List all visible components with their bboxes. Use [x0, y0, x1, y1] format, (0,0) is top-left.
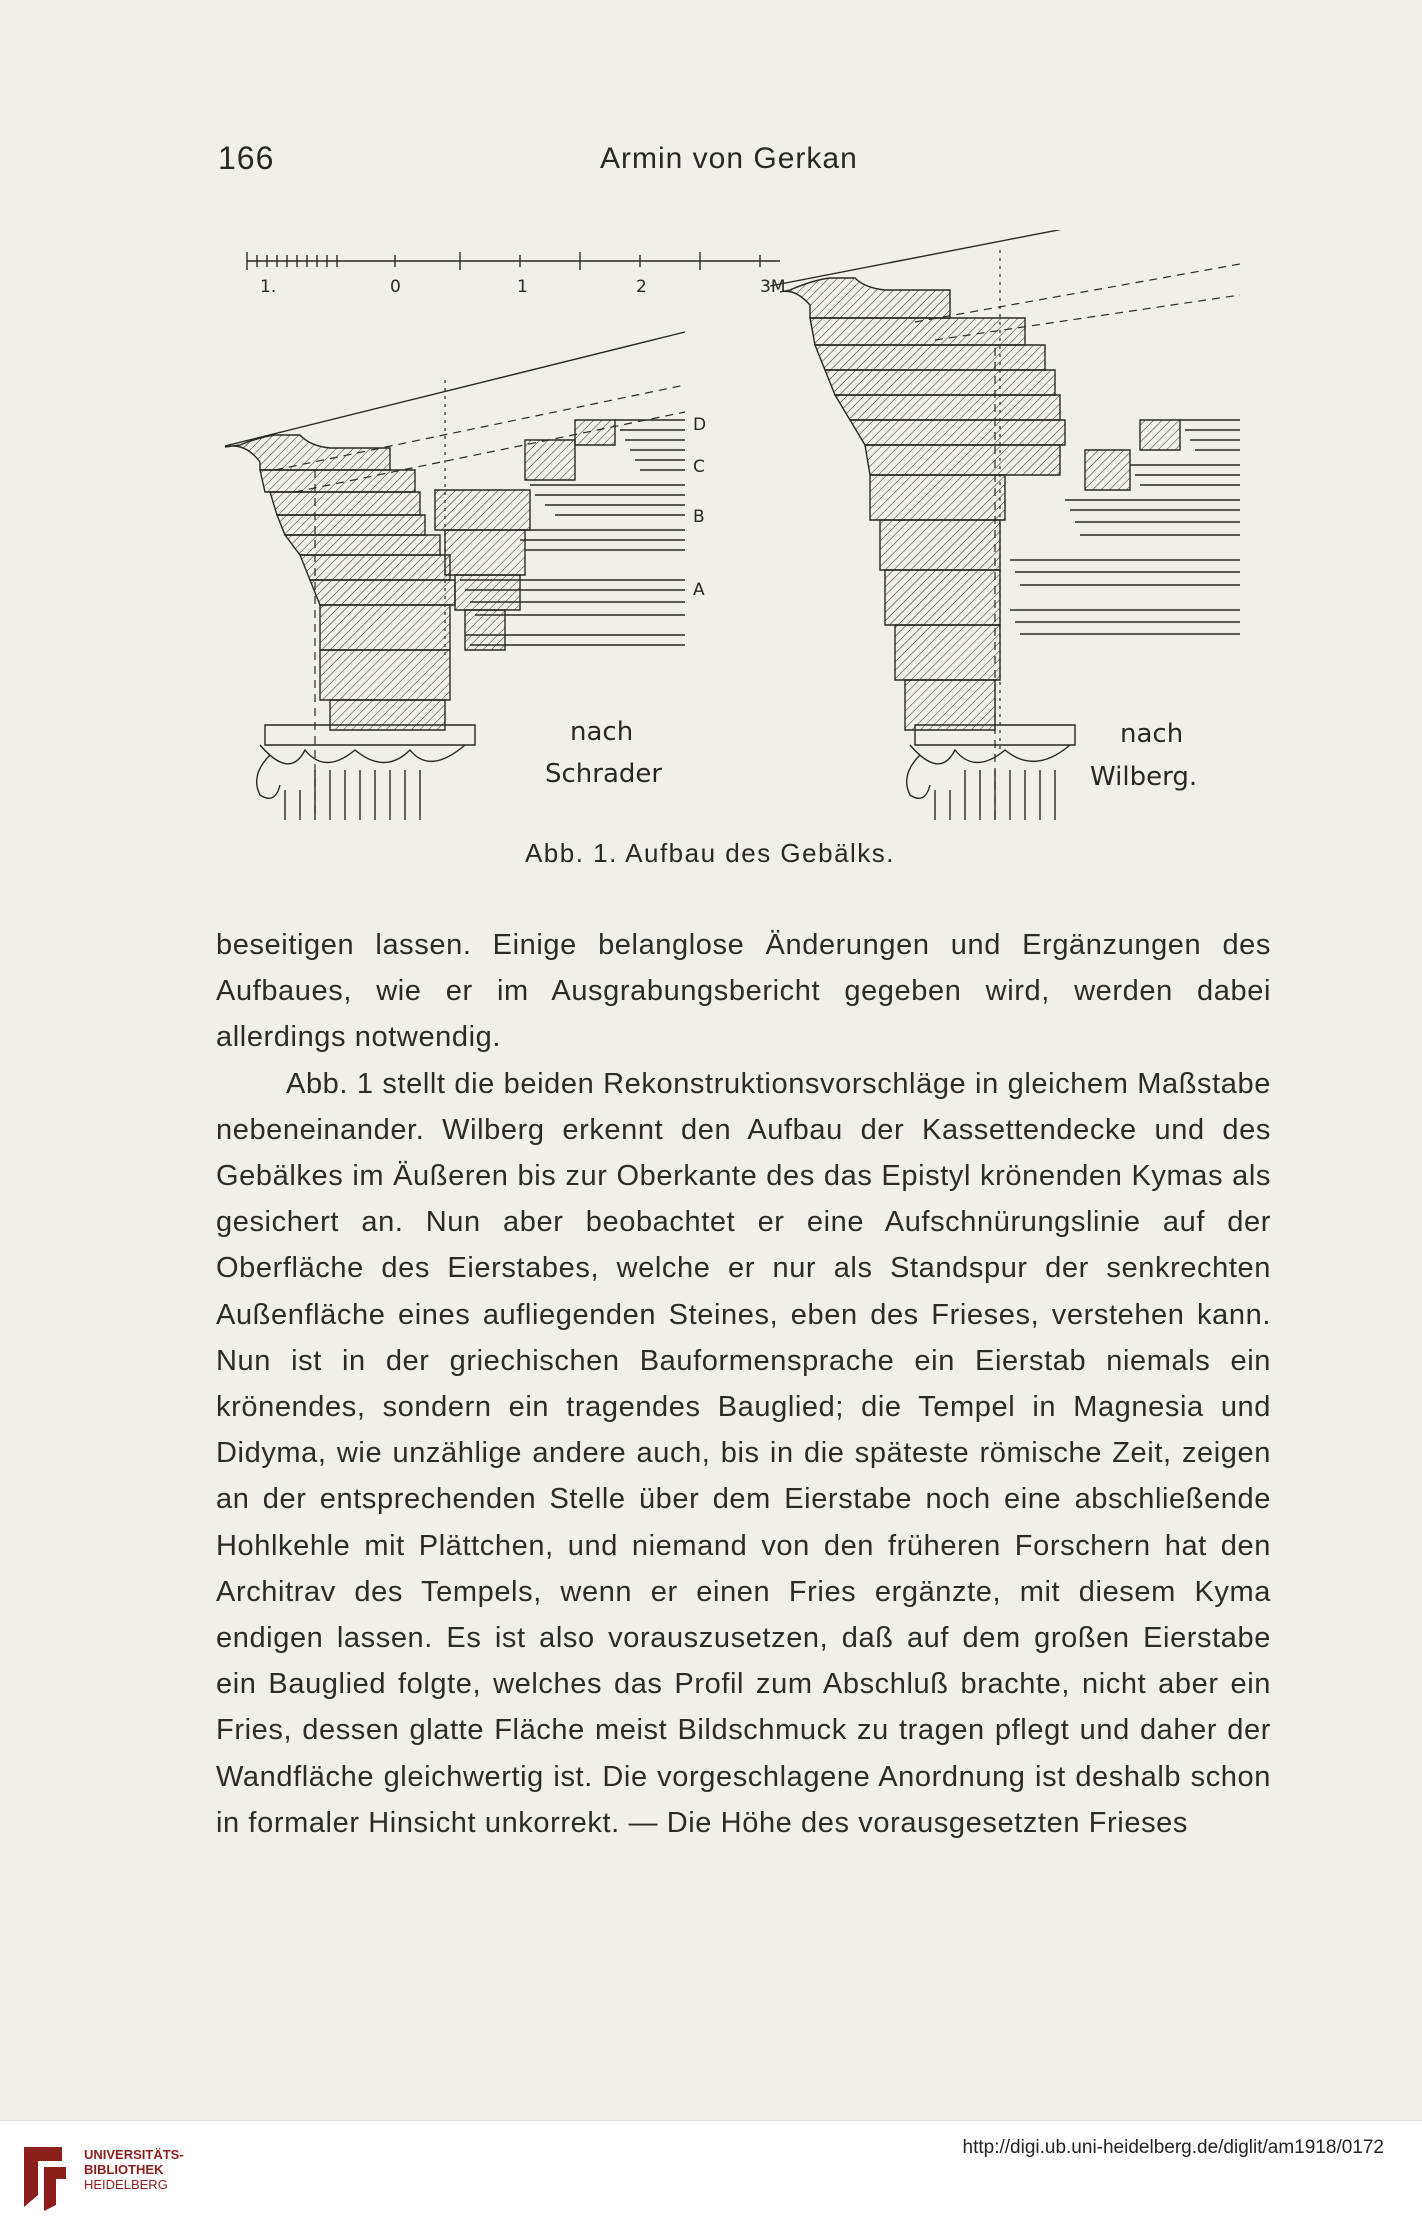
body-text: [216, 922, 1271, 1846]
paragraph: Abb. 1 stellt die beiden Rekonstruktionsvorschläge in gleichem Maßstabe nebeneinander. Wilberg erkennt den Aufbau der Kassettendecke und des Gebälkes im Äußeren bis zur Oberkante des das Epistyl krönenden Kymas als gesichert an. Nun aber beobachtet er eine Aufschnürungslinie auf der Oberfläche des Eierstabes, welche er nur als Standspur der senkrechten Außenfläche eines aufliegenden Steines, eben des Frieses, verstehen kann. Nun ist in der griechischen Bauformensprache ein Eierstab niemals ein krönendes, sondern ein tragendes Bauglied; die Tempel in Magnesia und Didyma, wie unzählige andere auch, bis in die späteste römische Zeit, zeigen an der entsprechenden Stelle über dem Eierstabe noch eine abschließende Hohlkehle mit Plättchen, und niemand von den früheren Forschern hat den Architrav des Tempels, wenn er einen Fries ergänzte, mit diesem Kyma endigen lassen. Es ist also vorauszusetzen, daß auf dem großen Eierstabe ein Bauglied folgte, welches das Profil zum Abschluß brachte, nicht aber ein Fries, dessen glatte Fläche meist Bildschmuck zu tragen pflegt und daher der Wandfläche gleichwertig ist. Die vorgeschlagene Anordnung ist deshalb schon in formaler Hinsicht unkorrekt. — Die Höhe des vorausgesetzten Frieses: [216, 1067, 1271, 1839]
level-label-c: C: [693, 457, 705, 477]
entablature-figure: [215, 230, 1255, 845]
source-url-link[interactable]: http://digi.ub.uni-heidelberg.de/diglit/am1918/0172: [962, 2137, 1384, 2158]
library-name-line: UNIVERSITÄTS-: [84, 2147, 184, 2162]
entablature-drawing: [215, 230, 1255, 845]
scale-label: 0: [390, 277, 401, 297]
paragraph: beseitigen lassen. Einige belanglose Änderungen und Ergänzungen des Aufbaues, wie er im Ausgrabungsbericht gegeben wird, werden dabei allerdings notwendig.: [216, 929, 1271, 1054]
scale-label: 2: [636, 277, 647, 297]
level-label-b: B: [693, 507, 705, 527]
page-number: 166: [218, 140, 275, 176]
scale-label: 1.: [260, 277, 277, 297]
library-name-line: HEIDELBERG: [84, 2177, 168, 2192]
figure-caption: Abb. 1. Aufbau des Gebälks.: [524, 838, 896, 868]
scale-label: 1: [517, 277, 528, 297]
library-footer: [0, 2120, 1422, 2229]
right-label-nach: nach: [1120, 719, 1184, 749]
library-logo-icon: [14, 2139, 74, 2215]
level-label-a: A: [693, 580, 705, 600]
library-name-line: BIBLIOTHEK: [84, 2162, 164, 2177]
running-head: Armin von Gerkan: [600, 142, 858, 175]
right-label-author: Wilberg.: [1090, 762, 1198, 792]
level-label-d: D: [693, 415, 707, 435]
library-name: [84, 2147, 184, 2192]
left-label-nach: nach: [570, 717, 634, 747]
left-label-author: Schrader: [545, 759, 663, 789]
scale-label: 3M.: [760, 277, 791, 297]
scale-bar: [247, 252, 780, 270]
